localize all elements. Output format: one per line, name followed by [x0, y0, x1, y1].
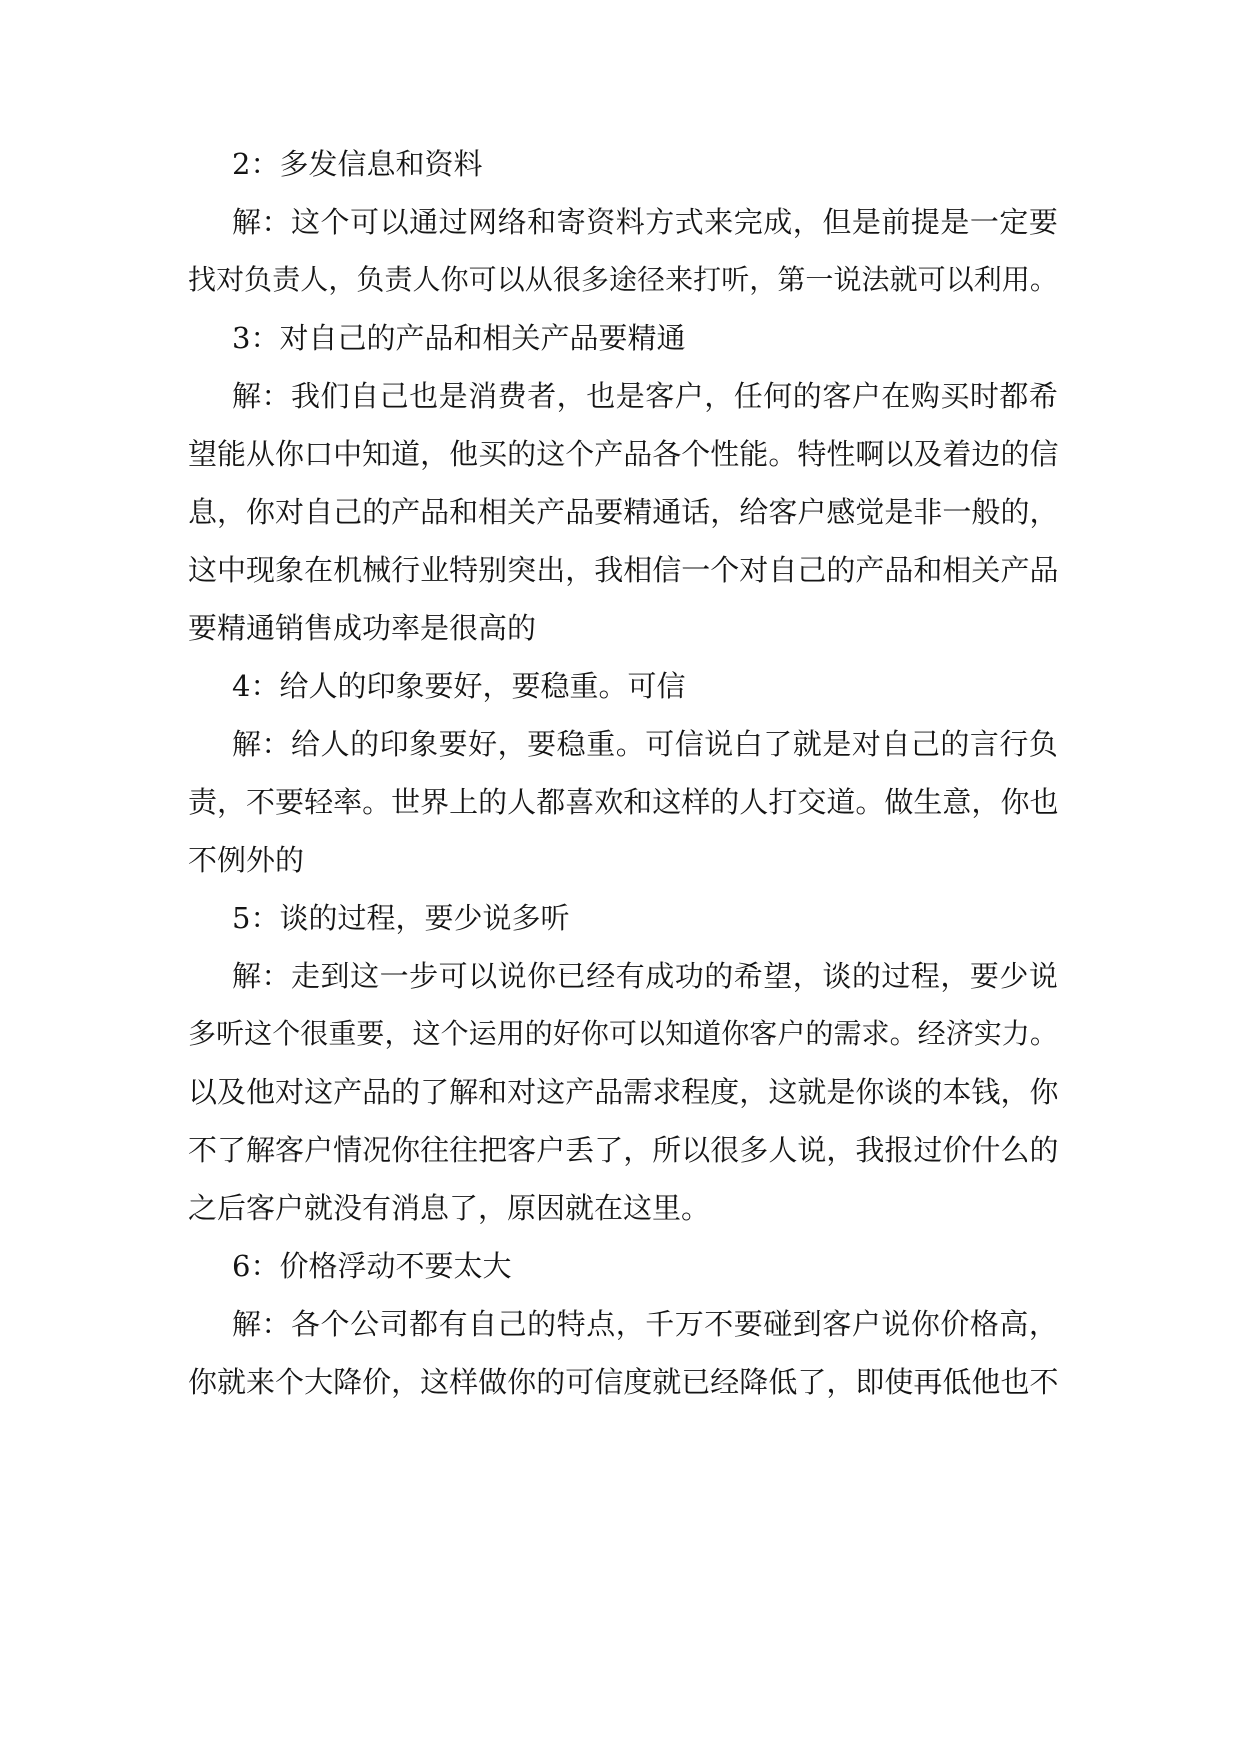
heading-5: 5：谈的过程，要少说多听: [232, 901, 570, 935]
paragraph-line: 找 对 负 责 人 ， 负 责 人 你 可 以 从 很 多 途 径 来 打 听 ， 第 一 说 法 就 可 以 利 用 。: [188, 263, 1058, 296]
paragraph-line: 解 ： 我 们 自 己 也 是 消 费 者 ， 也 是 客 户 ， 任 何 的 客 户 在 购 买 时 都 希: [232, 379, 1058, 413]
paragraph-line: 多 听 这 个 很 重 要 ， 这 个 运 用 的 好 你 可 以 知 道 你 客 户 的 需 求 。 经 济 实 力 。: [188, 1017, 1058, 1050]
heading-4: 4：给人的印象要好，要稳重。可信: [232, 669, 686, 703]
paragraph-line: 这 中 现 象 在 机 械 行 业 特 别 突 出 ， 我 相 信 一 个 对 自 己 的 产 品 和 相 关 产 品: [188, 553, 1059, 587]
heading-6: 6：价格浮动不要太大: [232, 1249, 512, 1283]
paragraph-line: 望 能 从 你 口 中 知 道 ， 他 买 的 这 个 产 品 各 个 性 能 。 特 性 啊 以 及 着 边 的 信: [188, 437, 1059, 471]
paragraph-line: 你 就 来 个 大 降 价 ， 这 样 做 你 的 可 信 度 就 已 经 降 低 了 ， 即 使 再 低 他 也 不: [188, 1365, 1059, 1399]
paragraph-line: 不 了 解 客 户 情 况 你 往 往 把 客 户 丢 了 ， 所 以 很 多 人 说 ， 我 报 过 价 什 么 的: [188, 1133, 1059, 1167]
paragraph-line: 解 ： 这 个 可 以 通 过 网 络 和 寄 资 料 方 式 来 完 成 ， 但 是 前 提 是 一 定 要: [232, 205, 1058, 239]
paragraph-line: 要精通销售成功率是很高的: [188, 611, 537, 645]
paragraph-line: 之后客户就没有消息了，原因就在这里。: [188, 1191, 711, 1225]
heading-3: 3：对自己的产品和相关产品要精通: [232, 321, 686, 355]
paragraph-line: 不例外的: [188, 843, 305, 877]
heading-2: 2：多发信息和资料: [232, 147, 483, 181]
paragraph-line: 解 ： 各 个 公 司 都 有 自 己 的 特 点 ， 千 万 不 要 碰 到 客 户 说 你 价 格 高 ，: [232, 1307, 1058, 1341]
paragraph-line: 责 ， 不 要 轻 率 。 世 界 上 的 人 都 喜 欢 和 这 样 的 人 打 交 道 。 做 生 意 ， 你 也: [188, 785, 1059, 819]
paragraph-line: 解 ： 给 人 的 印 象 要 好 ， 要 稳 重 。 可 信 说 白 了 就 是 对 自 己 的 言 行 负: [232, 727, 1058, 761]
paragraph-line: 息 ， 你 对 自 己 的 产 品 和 相 关 产 品 要 精 通 话 ， 给 客 户 感 觉 是 非 一 般 的 ，: [188, 495, 1059, 529]
paragraph-line: 以 及 他 对 这 产 品 的 了 解 和 对 这 产 品 需 求 程 度 ， 这 就 是 你 谈 的 本 钱 ， 你: [188, 1075, 1059, 1109]
paragraph-line: 解 ： 走 到 这 一 步 可 以 说 你 已 经 有 成 功 的 希 望 ， 谈 的 过 程 ， 要 少 说: [232, 959, 1058, 993]
